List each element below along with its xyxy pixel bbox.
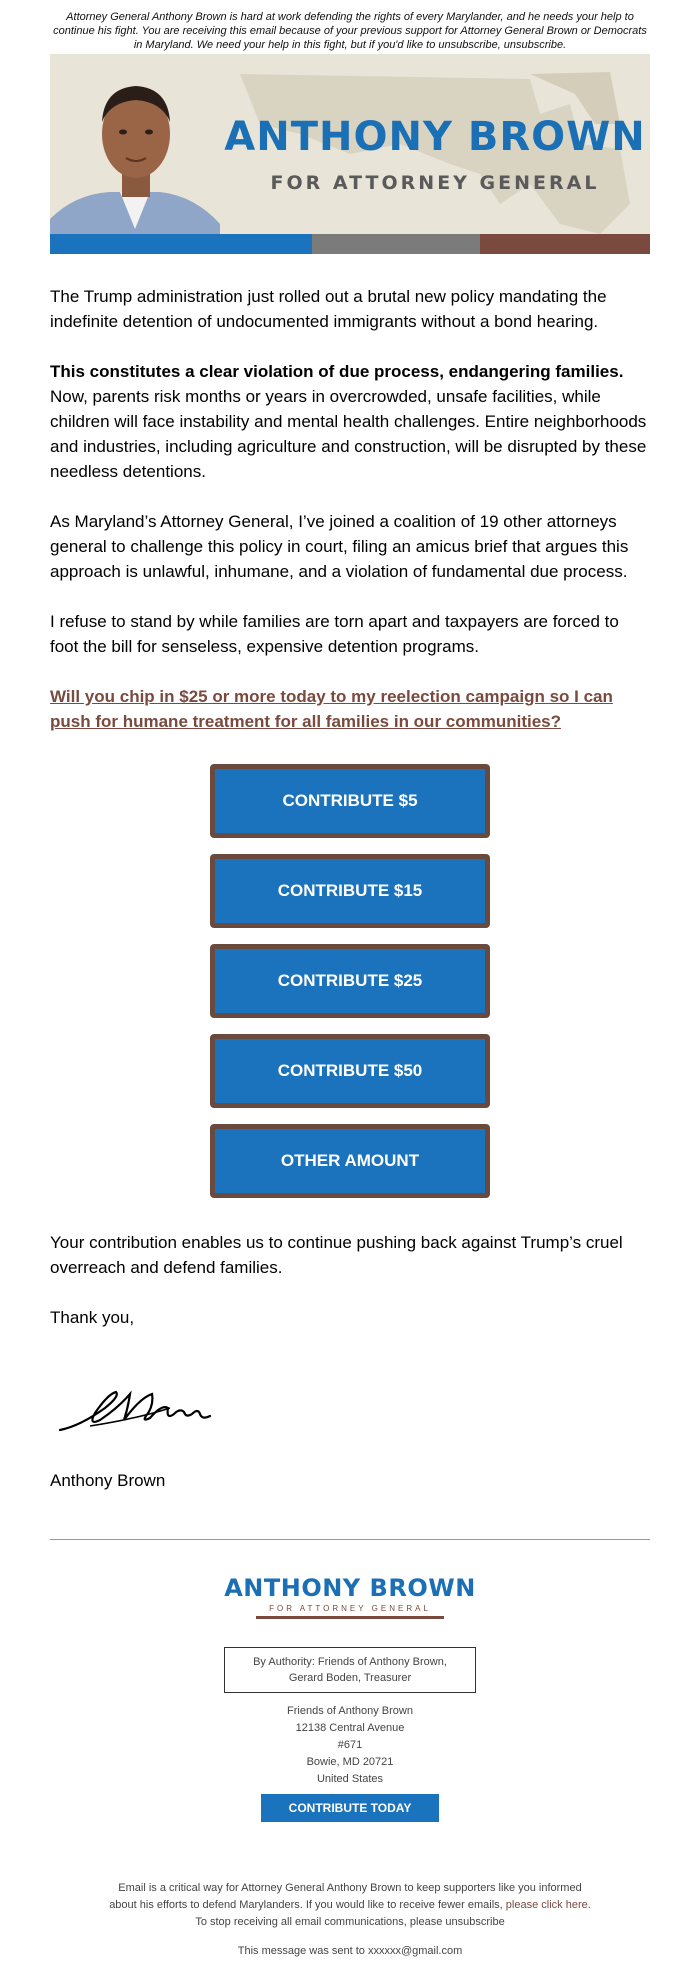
banner-stripe-blue <box>50 234 312 254</box>
closing-paragraph: Your contribution enables us to continue pushing back against Trump’s cruel overreach and defend families. <box>50 1233 623 1277</box>
footer-divider <box>50 1539 650 1540</box>
fewer-emails-link[interactable]: please click here <box>505 1899 588 1911</box>
paragraph-2 <box>50 359 650 484</box>
candidate-photo <box>50 54 220 254</box>
banner-stripe-gray <box>312 234 480 254</box>
address-line: 12138 Central Avenue <box>295 1722 405 1734</box>
contribute-buttons <box>50 764 650 1198</box>
fine-print-text: about his efforts to defend Marylanders. If you would like to receive fewer emails, <box>109 1899 506 1911</box>
footer-logo-name: ANTHONY BROWN <box>224 1574 476 1602</box>
fine-print-line-1: Email is a critical way for Attorney General Anthony Brown to keep supporters like you informed <box>118 1882 582 1894</box>
footer-fine-print <box>50 1880 650 1931</box>
footer-logo <box>50 1574 650 1619</box>
banner-stripe-brown <box>480 234 650 254</box>
fine-print-line-3: To stop receiving all email communications, please unsubscribe <box>195 1916 505 1928</box>
address-line: Friends of Anthony Brown <box>287 1705 413 1717</box>
address-line: #671 <box>337 1739 363 1751</box>
footer-logo-subtitle: FOR ATTORNEY GENERAL <box>269 1604 431 1613</box>
recipient-email: xxxxxx@gmail.com <box>367 1945 463 1957</box>
sent-to-notice <box>50 1945 650 1957</box>
banner-title: ANTHONY BROWN <box>224 114 646 160</box>
paragraph-4: I refuse to stand by while families are torn apart and taxpayers are forced to foot the bill for senseless, expensive detention programs. <box>50 612 619 656</box>
preheader-text: Attorney General Anthony Brown is hard at work defending the rights of every Marylander, and he needs your help to continue his fight. You are receiving this email because of your previous support for Attorney General Brown or Democrats in Maryland. We need your help in this fight, but if you'd like to unsubscribe, unsubscribe. <box>53 11 647 51</box>
banner-subtitle: FOR ATTORNEY GENERAL <box>270 172 600 194</box>
paid-for-by-box <box>224 1647 476 1693</box>
contribute-15-button[interactable]: CONTRIBUTE $15 <box>210 854 490 928</box>
contribute-today-button[interactable]: CONTRIBUTE TODAY <box>261 1794 439 1822</box>
authority-line-2: Gerard Boden, Treasurer <box>288 1672 412 1684</box>
closing-section <box>50 1230 650 1493</box>
mailing-address <box>50 1703 650 1788</box>
contribute-25-button[interactable]: CONTRIBUTE $25 <box>210 944 490 1018</box>
paragraph-1: The Trump administration just rolled out a brutal new policy mandating the indefinite detention of undocumented immigrants without a bond hearing. <box>50 287 607 331</box>
email-body <box>50 284 650 734</box>
contribute-50-button[interactable]: CONTRIBUTE $50 <box>210 1034 490 1108</box>
signature-name: Anthony Brown <box>50 1471 166 1490</box>
donation-ask-link[interactable]: Will you chip in $25 or more today to my reelection campaign so I can push for humane treatment for all families in our communities? <box>50 687 613 731</box>
address-line: Bowie, MD 20721 <box>306 1756 394 1768</box>
other-amount-button[interactable]: OTHER AMOUNT <box>210 1124 490 1198</box>
paragraph-2-rest: Now, parents risk months or years in overcrowded, unsafe facilities, while children will face instability and mental health challenges. Entire neighborhoods and industries, including agriculture and construction, will be disrupted by these needless detentions. <box>50 387 647 481</box>
email-container <box>50 0 650 1957</box>
address-line: United States <box>316 1773 384 1785</box>
contribute-5-button[interactable]: CONTRIBUTE $5 <box>210 764 490 838</box>
fine-print-line-2 <box>50 1897 650 1914</box>
sent-to-prefix: This message was sent to <box>237 1945 368 1957</box>
header-banner <box>50 54 650 254</box>
footer-logo-underline <box>256 1616 444 1619</box>
authority-line-1: By Authority: Friends of Anthony Brown, <box>253 1656 447 1668</box>
thank-you-text: Thank you, <box>50 1308 135 1327</box>
fine-print-period: . <box>587 1899 591 1911</box>
paragraph-2-bold: This constitutes a clear violation of due process, endangering families. <box>50 362 624 381</box>
signature-image <box>50 1363 250 1453</box>
paragraph-3: As Maryland’s Attorney General, I’ve joined a coalition of 19 other attorneys general to challenge this policy in court, filing an amicus brief that argues this approach is unlawful, inhumane, and a violation of fundamental due process. <box>50 512 629 581</box>
